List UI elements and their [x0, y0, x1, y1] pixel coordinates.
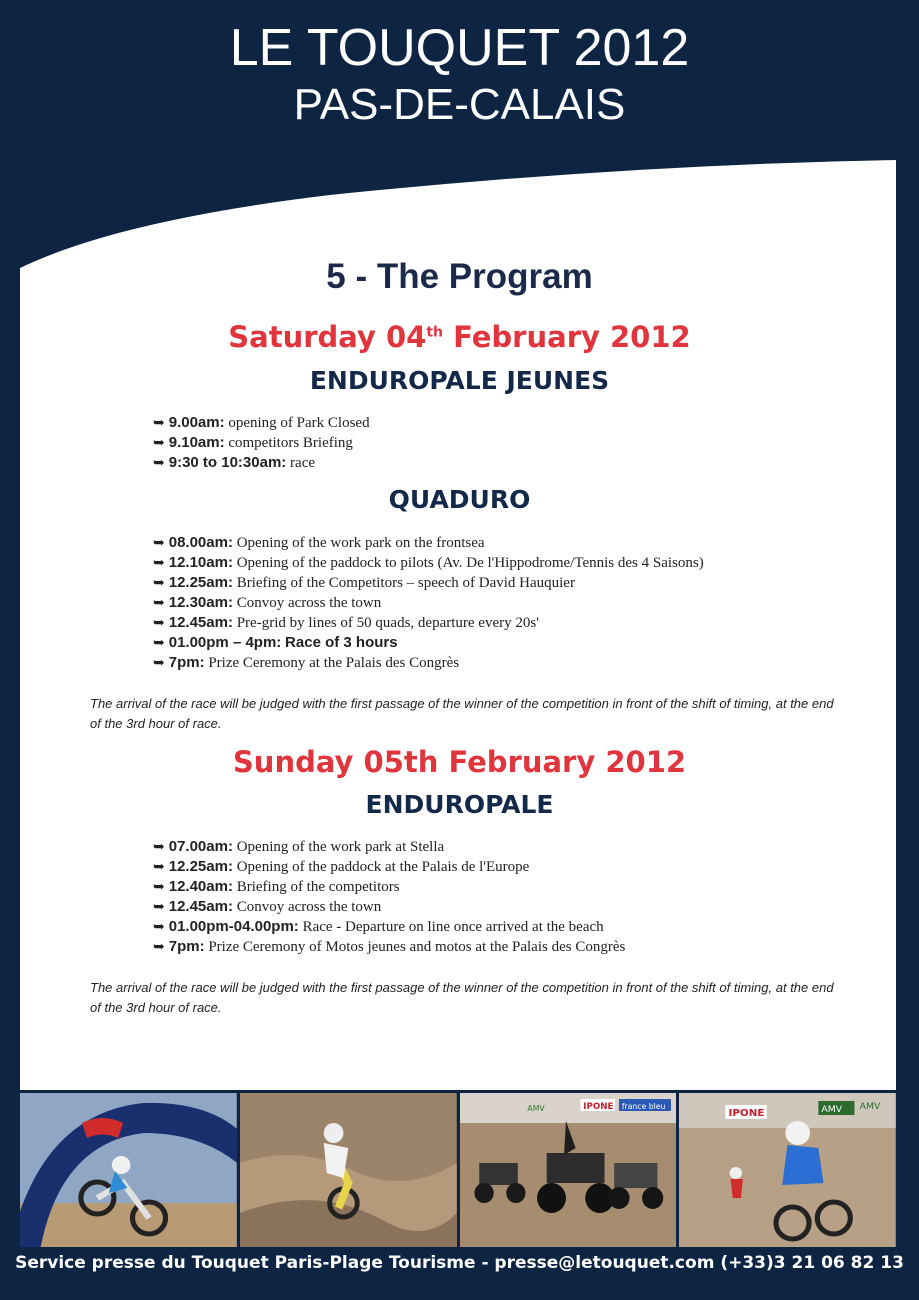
- schedule-item: [153, 633, 704, 653]
- schedule-time: 12.45am:: [168, 898, 233, 915]
- header: [0, 0, 919, 170]
- schedule-item: [153, 553, 704, 573]
- photo-motocross-sand: [240, 1093, 457, 1247]
- arrow-icon: ➥: [153, 555, 165, 571]
- sunday-date: Sunday 05th February 2012: [232, 745, 687, 779]
- saturday-date-sup: th: [426, 324, 444, 341]
- schedule-item: [153, 433, 370, 453]
- schedule-desc: Convoy across the town: [236, 595, 382, 611]
- arrow-icon: ➥: [153, 435, 165, 451]
- enduropale-jeunes-schedule: [153, 413, 370, 473]
- schedule-item: [153, 917, 625, 937]
- schedule-desc: Opening of the work park on the frontsea: [236, 535, 485, 551]
- quaduro-schedule: [153, 533, 704, 673]
- schedule-item: [153, 653, 704, 673]
- arrow-icon: ➥: [153, 455, 165, 471]
- saturday-date-suffix: February 2012: [443, 320, 691, 354]
- schedule-item: [153, 593, 704, 613]
- schedule-item: [153, 937, 625, 957]
- schedule-item: [153, 897, 625, 917]
- schedule-desc: Briefing of the Competitors – speech of David Hauquier: [236, 575, 575, 591]
- schedule-time: 12.25am:: [168, 858, 233, 875]
- enduropale-note: The arrival of the race will be judged with the first passage of the winner of the competition in front of the shift of timing, at the end of the 3rd hour of race.: [90, 980, 834, 1015]
- schedule-item: [153, 877, 625, 897]
- banner-text: france bleu: [621, 1101, 665, 1112]
- header-subtitle: PAS-DE-CALAIS: [293, 80, 626, 129]
- schedule-time: 12.45am:: [168, 614, 233, 631]
- arrow-icon: ➥: [153, 595, 165, 611]
- photo-motocross-jump: [20, 1093, 237, 1247]
- schedule-desc: opening of Park Closed: [228, 415, 370, 431]
- banner-text: IPONE: [582, 1101, 613, 1113]
- schedule-time: 12.40am:: [168, 878, 233, 895]
- schedule-time: 12.10am:: [168, 554, 233, 571]
- schedule-time: 9.10am:: [168, 434, 225, 451]
- schedule-time: 07.00am:: [168, 838, 233, 855]
- arrow-icon: ➥: [153, 415, 165, 431]
- banner-text: AMV: [526, 1103, 545, 1114]
- schedule-item: [153, 837, 625, 857]
- arrow-icon: ➥: [153, 575, 165, 591]
- enduropale-jeunes-title: ENDUROPALE JEUNES: [309, 366, 610, 395]
- arrow-icon: ➥: [153, 879, 165, 895]
- saturday-date: [0, 320, 919, 354]
- schedule-desc: Race of 3 hours: [285, 634, 398, 651]
- page-title: 5 - The Program: [326, 257, 593, 296]
- photo-strip: [20, 1093, 896, 1247]
- quaduro-title: QUADURO: [388, 485, 531, 514]
- schedule-item: [153, 453, 370, 473]
- schedule-item: [153, 613, 704, 633]
- schedule-desc: Prize Ceremony at the Palais des Congrès: [208, 655, 460, 671]
- schedule-desc: Pre-grid by lines of 50 quads, departure every 20s': [236, 615, 539, 631]
- photo-motocross-jeunes: [679, 1093, 896, 1247]
- banner-text: AMV: [859, 1102, 881, 1112]
- schedule-desc: Briefing of the competitors: [236, 879, 400, 895]
- saturday-date-prefix: Saturday 04: [228, 320, 427, 354]
- schedule-time: 01.00pm – 4pm:: [168, 634, 282, 651]
- schedule-time: 01.00pm-04.00pm:: [168, 918, 299, 935]
- schedule-desc: Opening of the paddock at the Palais de l'Europe: [236, 859, 530, 875]
- schedule-item: [153, 413, 370, 433]
- arrow-icon: ➥: [153, 839, 165, 855]
- arrow-icon: ➥: [153, 615, 165, 631]
- schedule-desc: Opening of the work park at Stella: [236, 839, 445, 855]
- arrow-icon: ➥: [153, 939, 165, 955]
- schedule-desc: race: [290, 455, 316, 471]
- schedule-item: [153, 573, 704, 593]
- schedule-item: [153, 533, 704, 553]
- header-title: LE TOUQUET 2012: [229, 19, 690, 77]
- schedule-time: 12.30am:: [168, 594, 233, 611]
- schedule-time: 9.00am:: [168, 414, 225, 431]
- arrow-icon: ➥: [153, 635, 165, 651]
- schedule-time: 08.00am:: [168, 534, 233, 551]
- banner-text: AMV: [821, 1105, 843, 1115]
- schedule-item: [153, 857, 625, 877]
- enduropale-schedule: [153, 837, 625, 957]
- schedule-desc: Prize Ceremony of Motos jeunes and motos at the Palais des Congrès: [208, 939, 626, 955]
- footer-contact: Service presse du Touquet Paris-Plage Tourisme - presse@letouquet.com (+33)3 21 06 82 13: [15, 1253, 904, 1273]
- schedule-desc: Race - Departure on line once arrived at the beach: [302, 919, 604, 935]
- schedule-time: 7pm:: [168, 938, 205, 955]
- arrow-icon: ➥: [153, 919, 165, 935]
- schedule-time: 9:30 to 10:30am:: [168, 454, 287, 471]
- schedule-time: 12.25am:: [168, 574, 233, 591]
- photo-quads-race: [460, 1093, 677, 1247]
- arrow-icon: ➥: [153, 899, 165, 915]
- banner-text: IPONE: [728, 1108, 765, 1119]
- enduropale-title: ENDUROPALE: [365, 790, 554, 819]
- arrow-icon: ➥: [153, 859, 165, 875]
- arrow-icon: ➥: [153, 655, 165, 671]
- schedule-desc: Convoy across the town: [236, 899, 382, 915]
- schedule-time: 7pm:: [168, 654, 205, 671]
- schedule-desc: Opening of the paddock to pilots (Av. De l'Hippodrome/Tennis des 4 Saisons): [236, 555, 704, 571]
- quaduro-note: The arrival of the race will be judged with the first passage of the winner of the competition in front of the shift of timing, at the end of the 3rd hour of race.: [90, 696, 834, 731]
- arrow-icon: ➥: [153, 535, 165, 551]
- schedule-desc: competitors Briefing: [228, 435, 353, 451]
